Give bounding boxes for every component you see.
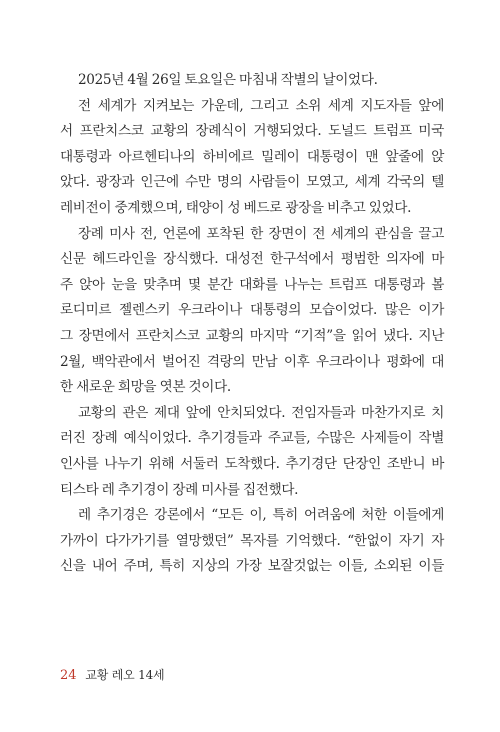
- page-body-text: [60, 68, 444, 580]
- page-footer: [60, 666, 164, 683]
- body-line: 전 세계가 지켜보는 가운데, 그리고 소위 세계 지도자들 앞에: [78, 97, 444, 114]
- body-line: 신을 내어 주며, 특히 지상의 가장 보잘것없는 이들, 소외된 이들: [60, 558, 444, 575]
- body-line: 인사를 나누기 위해 서둘러 도착했다. 추기경단 단장인 조반니 바: [60, 455, 444, 472]
- body-line: 러진 장례 예식이었다. 추기경들과 주교들, 수많은 사제들이 작별: [60, 430, 444, 447]
- running-title: 교황 레오 14세: [85, 668, 165, 682]
- body-line: 레 추기경은 강론에서 “모든 이, 특히 어려움에 처한 이들에게: [78, 507, 444, 524]
- body-line: 주 앉아 눈을 맞추며 몇 분간 대화를 나누는 트럼프 대통령과 볼: [60, 276, 444, 293]
- body-line: 티스타 레 추기경이 장례 미사를 집전했다.: [60, 481, 299, 498]
- body-line: 신문 헤드라인을 장식했다. 대성전 한구석에서 평범한 의자에 마: [60, 251, 444, 268]
- body-line: 서 프란치스코 교황의 장례식이 거행되었다. 도널드 트럼프 미국: [60, 123, 444, 140]
- body-line: 2월, 백악관에서 벌어진 격랑의 만남 이후 우크라이나 평화에 대: [60, 353, 444, 370]
- body-line: 장례 미사 전, 언론에 포착된 한 장면이 전 세계의 관심을 끌고: [78, 225, 444, 242]
- body-line: 로디미르 젤렌스키 우크라이나 대통령의 모습이었다. 많은 이가: [60, 302, 444, 319]
- body-line: 한 새로운 희망을 엿본 것이다.: [60, 379, 231, 396]
- page-number: 24: [60, 668, 77, 683]
- body-line: 2025년 4월 26일 토요일은 마침내 작별의 날이었다.: [78, 72, 378, 88]
- body-line: 았다. 광장과 인근에 수만 명의 사람들이 모였고, 세계 각국의 텔: [60, 174, 444, 191]
- body-line: 레비전이 중계했으며, 태양이 성 베드로 광장을 비추고 있었다.: [60, 199, 412, 216]
- body-line: 교황의 관은 제대 앞에 안치되었다. 전임자들과 마찬가지로 치: [78, 404, 444, 421]
- body-line: 가까이 다가가기를 열망했던” 목자를 기억했다. “한없이 자기 자: [60, 532, 444, 549]
- body-line: 대통령과 아르헨티나의 하비에르 밀레이 대통령이 맨 앞줄에 앉: [60, 148, 444, 165]
- body-line: 그 장면에서 프란치스코 교황의 마지막 “기적”을 읽어 냈다. 지난: [60, 327, 444, 344]
